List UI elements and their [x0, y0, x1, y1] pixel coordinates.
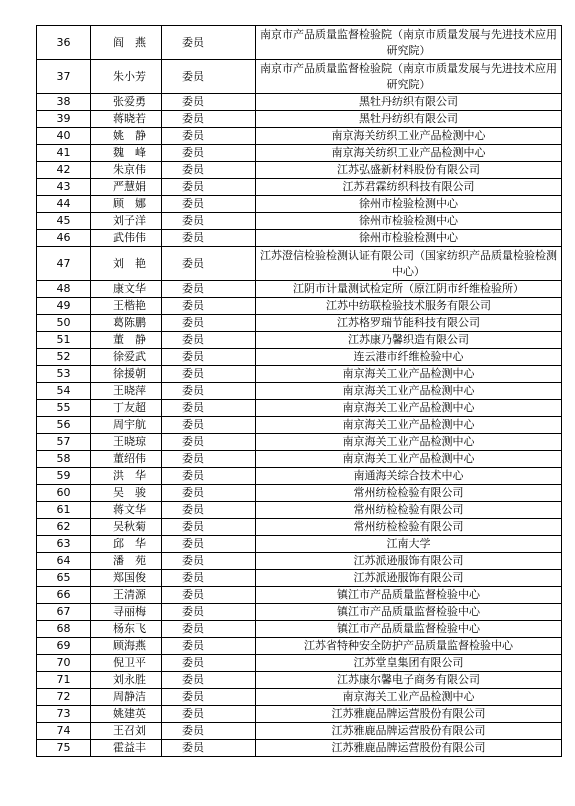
table-row — [37, 179, 562, 196]
table-row — [37, 298, 562, 315]
table-row — [37, 502, 562, 519]
member-role: 委员 — [162, 723, 256, 740]
row-number: 65 — [37, 570, 91, 587]
row-number: 60 — [37, 485, 91, 502]
member-role: 委员 — [162, 111, 256, 128]
member-name: 阎 燕 — [91, 26, 162, 60]
member-organization: 镇江市产品质量监督检验中心 — [256, 621, 562, 638]
member-organization: 南京海关工业产品检测中心 — [256, 434, 562, 451]
table-row — [37, 519, 562, 536]
row-number: 69 — [37, 638, 91, 655]
member-role: 委员 — [162, 468, 256, 485]
table-row — [37, 485, 562, 502]
member-role: 委员 — [162, 604, 256, 621]
member-role: 委员 — [162, 315, 256, 332]
row-number: 68 — [37, 621, 91, 638]
row-number: 46 — [37, 230, 91, 247]
table-row — [37, 145, 562, 162]
member-name: 洪 华 — [91, 468, 162, 485]
member-organization: 江苏康尔馨电子商务有限公司 — [256, 672, 562, 689]
table-row — [37, 196, 562, 213]
member-name: 葛陈鹏 — [91, 315, 162, 332]
row-number: 61 — [37, 502, 91, 519]
table-row — [37, 621, 562, 638]
member-name: 董 静 — [91, 332, 162, 349]
row-number: 58 — [37, 451, 91, 468]
member-role: 委员 — [162, 26, 256, 60]
member-name: 徐援朝 — [91, 366, 162, 383]
member-name: 郑国俊 — [91, 570, 162, 587]
member-organization: 南京海关工业产品检测中心 — [256, 689, 562, 706]
table-row — [37, 383, 562, 400]
row-number: 71 — [37, 672, 91, 689]
member-role: 委员 — [162, 485, 256, 502]
row-number: 67 — [37, 604, 91, 621]
table-row — [37, 94, 562, 111]
row-number: 40 — [37, 128, 91, 145]
member-organization: 常州纺检检验有限公司 — [256, 485, 562, 502]
table-row — [37, 60, 562, 94]
member-organization: 江苏堂皇集团有限公司 — [256, 655, 562, 672]
member-name: 王晓萍 — [91, 383, 162, 400]
table-row — [37, 417, 562, 434]
member-role: 委员 — [162, 655, 256, 672]
table-row — [37, 332, 562, 349]
row-number: 62 — [37, 519, 91, 536]
member-organization: 南通海关综合技术中心 — [256, 468, 562, 485]
member-organization: 江南大学 — [256, 536, 562, 553]
row-number: 59 — [37, 468, 91, 485]
member-organization: 黑牡丹纺织有限公司 — [256, 111, 562, 128]
table-row — [37, 366, 562, 383]
member-name: 严慧娟 — [91, 179, 162, 196]
member-role: 委员 — [162, 298, 256, 315]
member-role: 委员 — [162, 434, 256, 451]
member-name: 吴 骏 — [91, 485, 162, 502]
member-organization: 镇江市产品质量监督检验中心 — [256, 587, 562, 604]
member-name: 姚 静 — [91, 128, 162, 145]
member-name: 朱小芳 — [91, 60, 162, 94]
member-name: 蒋文华 — [91, 502, 162, 519]
table-row — [37, 349, 562, 366]
row-number: 50 — [37, 315, 91, 332]
member-organization: 镇江市产品质量监督检验中心 — [256, 604, 562, 621]
table-row — [37, 587, 562, 604]
member-organization: 南京市产品质量监督检验院（南京市质量发展与先进技术应用研究院） — [256, 26, 562, 60]
member-name: 周宇航 — [91, 417, 162, 434]
member-organization: 南京海关工业产品检测中心 — [256, 417, 562, 434]
row-number: 73 — [37, 706, 91, 723]
member-role: 委员 — [162, 383, 256, 400]
member-role: 委员 — [162, 230, 256, 247]
table-row — [37, 740, 562, 757]
table-row — [37, 247, 562, 281]
row-number: 47 — [37, 247, 91, 281]
row-number: 72 — [37, 689, 91, 706]
row-number: 39 — [37, 111, 91, 128]
table-row — [37, 638, 562, 655]
table-row — [37, 400, 562, 417]
member-organization: 徐州市检验检测中心 — [256, 230, 562, 247]
member-role: 委员 — [162, 536, 256, 553]
member-organization: 江苏雅鹿品牌运营股份有限公司 — [256, 723, 562, 740]
member-name: 潘 苑 — [91, 553, 162, 570]
member-organization: 徐州市检验检测中心 — [256, 196, 562, 213]
member-name: 姚建英 — [91, 706, 162, 723]
row-number: 75 — [37, 740, 91, 757]
member-role: 委员 — [162, 502, 256, 519]
member-role: 委员 — [162, 400, 256, 417]
member-organization: 江苏雅鹿品牌运营股份有限公司 — [256, 706, 562, 723]
member-organization: 常州纺检检验有限公司 — [256, 519, 562, 536]
row-number: 37 — [37, 60, 91, 94]
member-name: 顾 娜 — [91, 196, 162, 213]
member-organization: 常州纺检检验有限公司 — [256, 502, 562, 519]
table-row — [37, 434, 562, 451]
member-role: 委员 — [162, 128, 256, 145]
member-name: 王楷艳 — [91, 298, 162, 315]
table-row — [37, 706, 562, 723]
member-name: 寻丽梅 — [91, 604, 162, 621]
member-role: 委员 — [162, 247, 256, 281]
table-row — [37, 451, 562, 468]
row-number: 57 — [37, 434, 91, 451]
member-name: 魏 峰 — [91, 145, 162, 162]
member-role: 委员 — [162, 145, 256, 162]
member-name: 武伟伟 — [91, 230, 162, 247]
row-number: 54 — [37, 383, 91, 400]
row-number: 44 — [37, 196, 91, 213]
member-role: 委员 — [162, 621, 256, 638]
member-organization: 南京市产品质量监督检验院（南京市质量发展与先进技术应用研究院） — [256, 60, 562, 94]
member-role: 委员 — [162, 638, 256, 655]
member-role: 委员 — [162, 553, 256, 570]
member-organization: 江阴市计量测试检定所（原江阴市纤维检验所） — [256, 281, 562, 298]
member-role: 委员 — [162, 740, 256, 757]
member-organization: 江苏雅鹿品牌运营股份有限公司 — [256, 740, 562, 757]
row-number: 66 — [37, 587, 91, 604]
row-number: 49 — [37, 298, 91, 315]
table-row — [37, 162, 562, 179]
member-organization: 南京海关纺织工业产品检测中心 — [256, 145, 562, 162]
member-table — [36, 25, 562, 757]
row-number: 63 — [37, 536, 91, 553]
member-name: 丁友超 — [91, 400, 162, 417]
table-row — [37, 536, 562, 553]
member-organization: 江苏格罗瑞节能科技有限公司 — [256, 315, 562, 332]
member-role: 委员 — [162, 94, 256, 111]
member-organization: 南京海关工业产品检测中心 — [256, 383, 562, 400]
table-row — [37, 111, 562, 128]
member-name: 霍益丰 — [91, 740, 162, 757]
table-row — [37, 689, 562, 706]
member-role: 委员 — [162, 417, 256, 434]
member-role: 委员 — [162, 349, 256, 366]
member-name: 王晓琼 — [91, 434, 162, 451]
member-organization: 江苏派逊服饰有限公司 — [256, 570, 562, 587]
member-organization: 南京海关工业产品检测中心 — [256, 366, 562, 383]
member-organization: 江苏弘盛新材料股份有限公司 — [256, 162, 562, 179]
member-name: 董绍伟 — [91, 451, 162, 468]
member-organization: 徐州市检验检测中心 — [256, 213, 562, 230]
member-role: 委员 — [162, 570, 256, 587]
member-name: 王召刘 — [91, 723, 162, 740]
member-name: 倪卫平 — [91, 655, 162, 672]
member-role: 委员 — [162, 587, 256, 604]
member-role: 委员 — [162, 672, 256, 689]
member-organization: 江苏中纺联检验技术服务有限公司 — [256, 298, 562, 315]
row-number: 38 — [37, 94, 91, 111]
member-organization: 江苏澄信检验检测认证有限公司（国家纺织产品质量检验检测中心） — [256, 247, 562, 281]
member-name: 朱京伟 — [91, 162, 162, 179]
member-name: 王清源 — [91, 587, 162, 604]
member-name: 刘 艳 — [91, 247, 162, 281]
row-number: 74 — [37, 723, 91, 740]
row-number: 64 — [37, 553, 91, 570]
row-number: 41 — [37, 145, 91, 162]
member-organization: 江苏君霖纺织科技有限公司 — [256, 179, 562, 196]
row-number: 56 — [37, 417, 91, 434]
table-row — [37, 281, 562, 298]
table-row — [37, 128, 562, 145]
row-number: 43 — [37, 179, 91, 196]
member-role: 委员 — [162, 332, 256, 349]
member-name: 刘子洋 — [91, 213, 162, 230]
table-row — [37, 468, 562, 485]
member-organization: 南京海关工业产品检测中心 — [256, 400, 562, 417]
row-number: 53 — [37, 366, 91, 383]
row-number: 70 — [37, 655, 91, 672]
row-number: 55 — [37, 400, 91, 417]
row-number: 52 — [37, 349, 91, 366]
member-name: 周静洁 — [91, 689, 162, 706]
member-organization: 南京海关工业产品检测中心 — [256, 451, 562, 468]
table-row — [37, 26, 562, 60]
table-row — [37, 213, 562, 230]
member-name: 康文华 — [91, 281, 162, 298]
table-row — [37, 723, 562, 740]
member-role: 委员 — [162, 689, 256, 706]
member-role: 委员 — [162, 281, 256, 298]
member-table-body — [37, 26, 562, 757]
table-row — [37, 315, 562, 332]
member-name: 徐爱武 — [91, 349, 162, 366]
member-name: 张爱勇 — [91, 94, 162, 111]
row-number: 42 — [37, 162, 91, 179]
row-number: 51 — [37, 332, 91, 349]
member-role: 委员 — [162, 213, 256, 230]
member-role: 委员 — [162, 706, 256, 723]
member-role: 委员 — [162, 366, 256, 383]
table-row — [37, 570, 562, 587]
member-name: 邱 华 — [91, 536, 162, 553]
table-row — [37, 672, 562, 689]
member-role: 委员 — [162, 519, 256, 536]
member-role: 委员 — [162, 162, 256, 179]
member-organization: 江苏派逊服饰有限公司 — [256, 553, 562, 570]
member-organization: 南京海关纺织工业产品检测中心 — [256, 128, 562, 145]
member-role: 委员 — [162, 179, 256, 196]
row-number: 45 — [37, 213, 91, 230]
member-organization: 江苏康乃馨织造有限公司 — [256, 332, 562, 349]
table-row — [37, 230, 562, 247]
member-name: 蒋晓若 — [91, 111, 162, 128]
member-role: 委员 — [162, 60, 256, 94]
member-name: 杨东飞 — [91, 621, 162, 638]
member-organization: 黑牡丹纺织有限公司 — [256, 94, 562, 111]
member-organization: 江苏省特种安全防护产品质量监督检验中心 — [256, 638, 562, 655]
row-number: 36 — [37, 26, 91, 60]
row-number: 48 — [37, 281, 91, 298]
table-row — [37, 604, 562, 621]
member-name: 刘永胜 — [91, 672, 162, 689]
table-row — [37, 655, 562, 672]
table-row — [37, 553, 562, 570]
member-name: 吴秋菊 — [91, 519, 162, 536]
member-role: 委员 — [162, 451, 256, 468]
member-name: 顾海燕 — [91, 638, 162, 655]
member-organization: 连云港市纤维检验中心 — [256, 349, 562, 366]
member-role: 委员 — [162, 196, 256, 213]
